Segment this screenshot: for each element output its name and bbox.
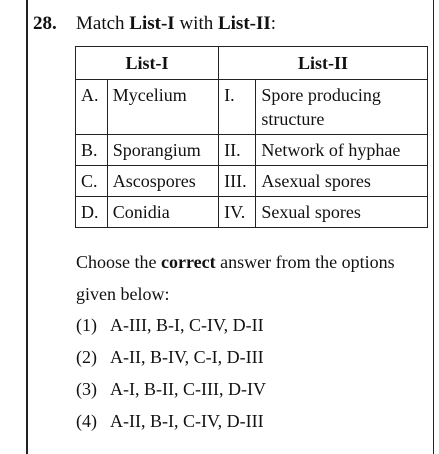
option-text: A-II, B-IV, C-I, D-III — [110, 347, 264, 367]
instruction-before: Choose the — [76, 252, 161, 272]
row-description: Asexual spores — [256, 166, 428, 197]
row-term: Mycelium — [107, 80, 218, 135]
match-table — [75, 46, 428, 228]
option-2[interactable] — [76, 341, 266, 373]
row-description: Network of hyphae — [256, 135, 428, 166]
table-row — [76, 166, 428, 197]
question-number: 28. — [33, 13, 57, 34]
option-text: A-II, B-I, C-IV, D-III — [110, 411, 264, 431]
option-3[interactable] — [76, 373, 266, 405]
option-text: A-III, B-I, C-IV, D-II — [110, 315, 264, 335]
table-row — [76, 197, 428, 228]
row-description: Sexual spores — [256, 197, 428, 228]
instruction-text — [76, 246, 432, 310]
question-list1: List-I — [129, 13, 175, 34]
header-list-1: List-I — [76, 47, 219, 80]
option-number: (2) — [76, 347, 97, 367]
instruction-after: answer from the options given below: — [76, 252, 395, 304]
row-numeral: II. — [219, 135, 256, 166]
options-list — [76, 309, 266, 437]
row-numeral: III. — [219, 166, 256, 197]
row-description: Spore producing structure — [256, 80, 428, 135]
option-number: (3) — [76, 379, 97, 399]
instruction-bold: correct — [161, 252, 216, 272]
row-numeral: IV. — [219, 197, 256, 228]
right-margin-rule — [433, 0, 434, 454]
row-letter: B. — [76, 135, 108, 166]
question-with: with — [174, 13, 218, 34]
question-suffix: : — [270, 13, 277, 34]
header-list-2: List-II — [219, 47, 428, 80]
row-term: Ascospores — [107, 166, 218, 197]
row-term: Conidia — [107, 197, 218, 228]
table-row — [76, 135, 428, 166]
left-margin-rule — [26, 0, 28, 454]
table-row — [76, 80, 428, 135]
option-4[interactable] — [76, 405, 266, 437]
row-numeral: I. — [219, 80, 256, 135]
question-list2: List-II — [217, 13, 271, 34]
row-term: Sporangium — [107, 135, 218, 166]
option-number: (1) — [76, 315, 97, 335]
table-header-row — [76, 47, 428, 80]
question-text — [76, 12, 276, 36]
row-letter: C. — [76, 166, 108, 197]
row-letter: D. — [76, 197, 108, 228]
option-1[interactable] — [76, 309, 266, 341]
row-letter: A. — [76, 80, 108, 135]
option-number: (4) — [76, 411, 97, 431]
option-text: A-I, B-II, C-III, D-IV — [110, 379, 266, 399]
question-prefix: Match — [76, 13, 130, 34]
